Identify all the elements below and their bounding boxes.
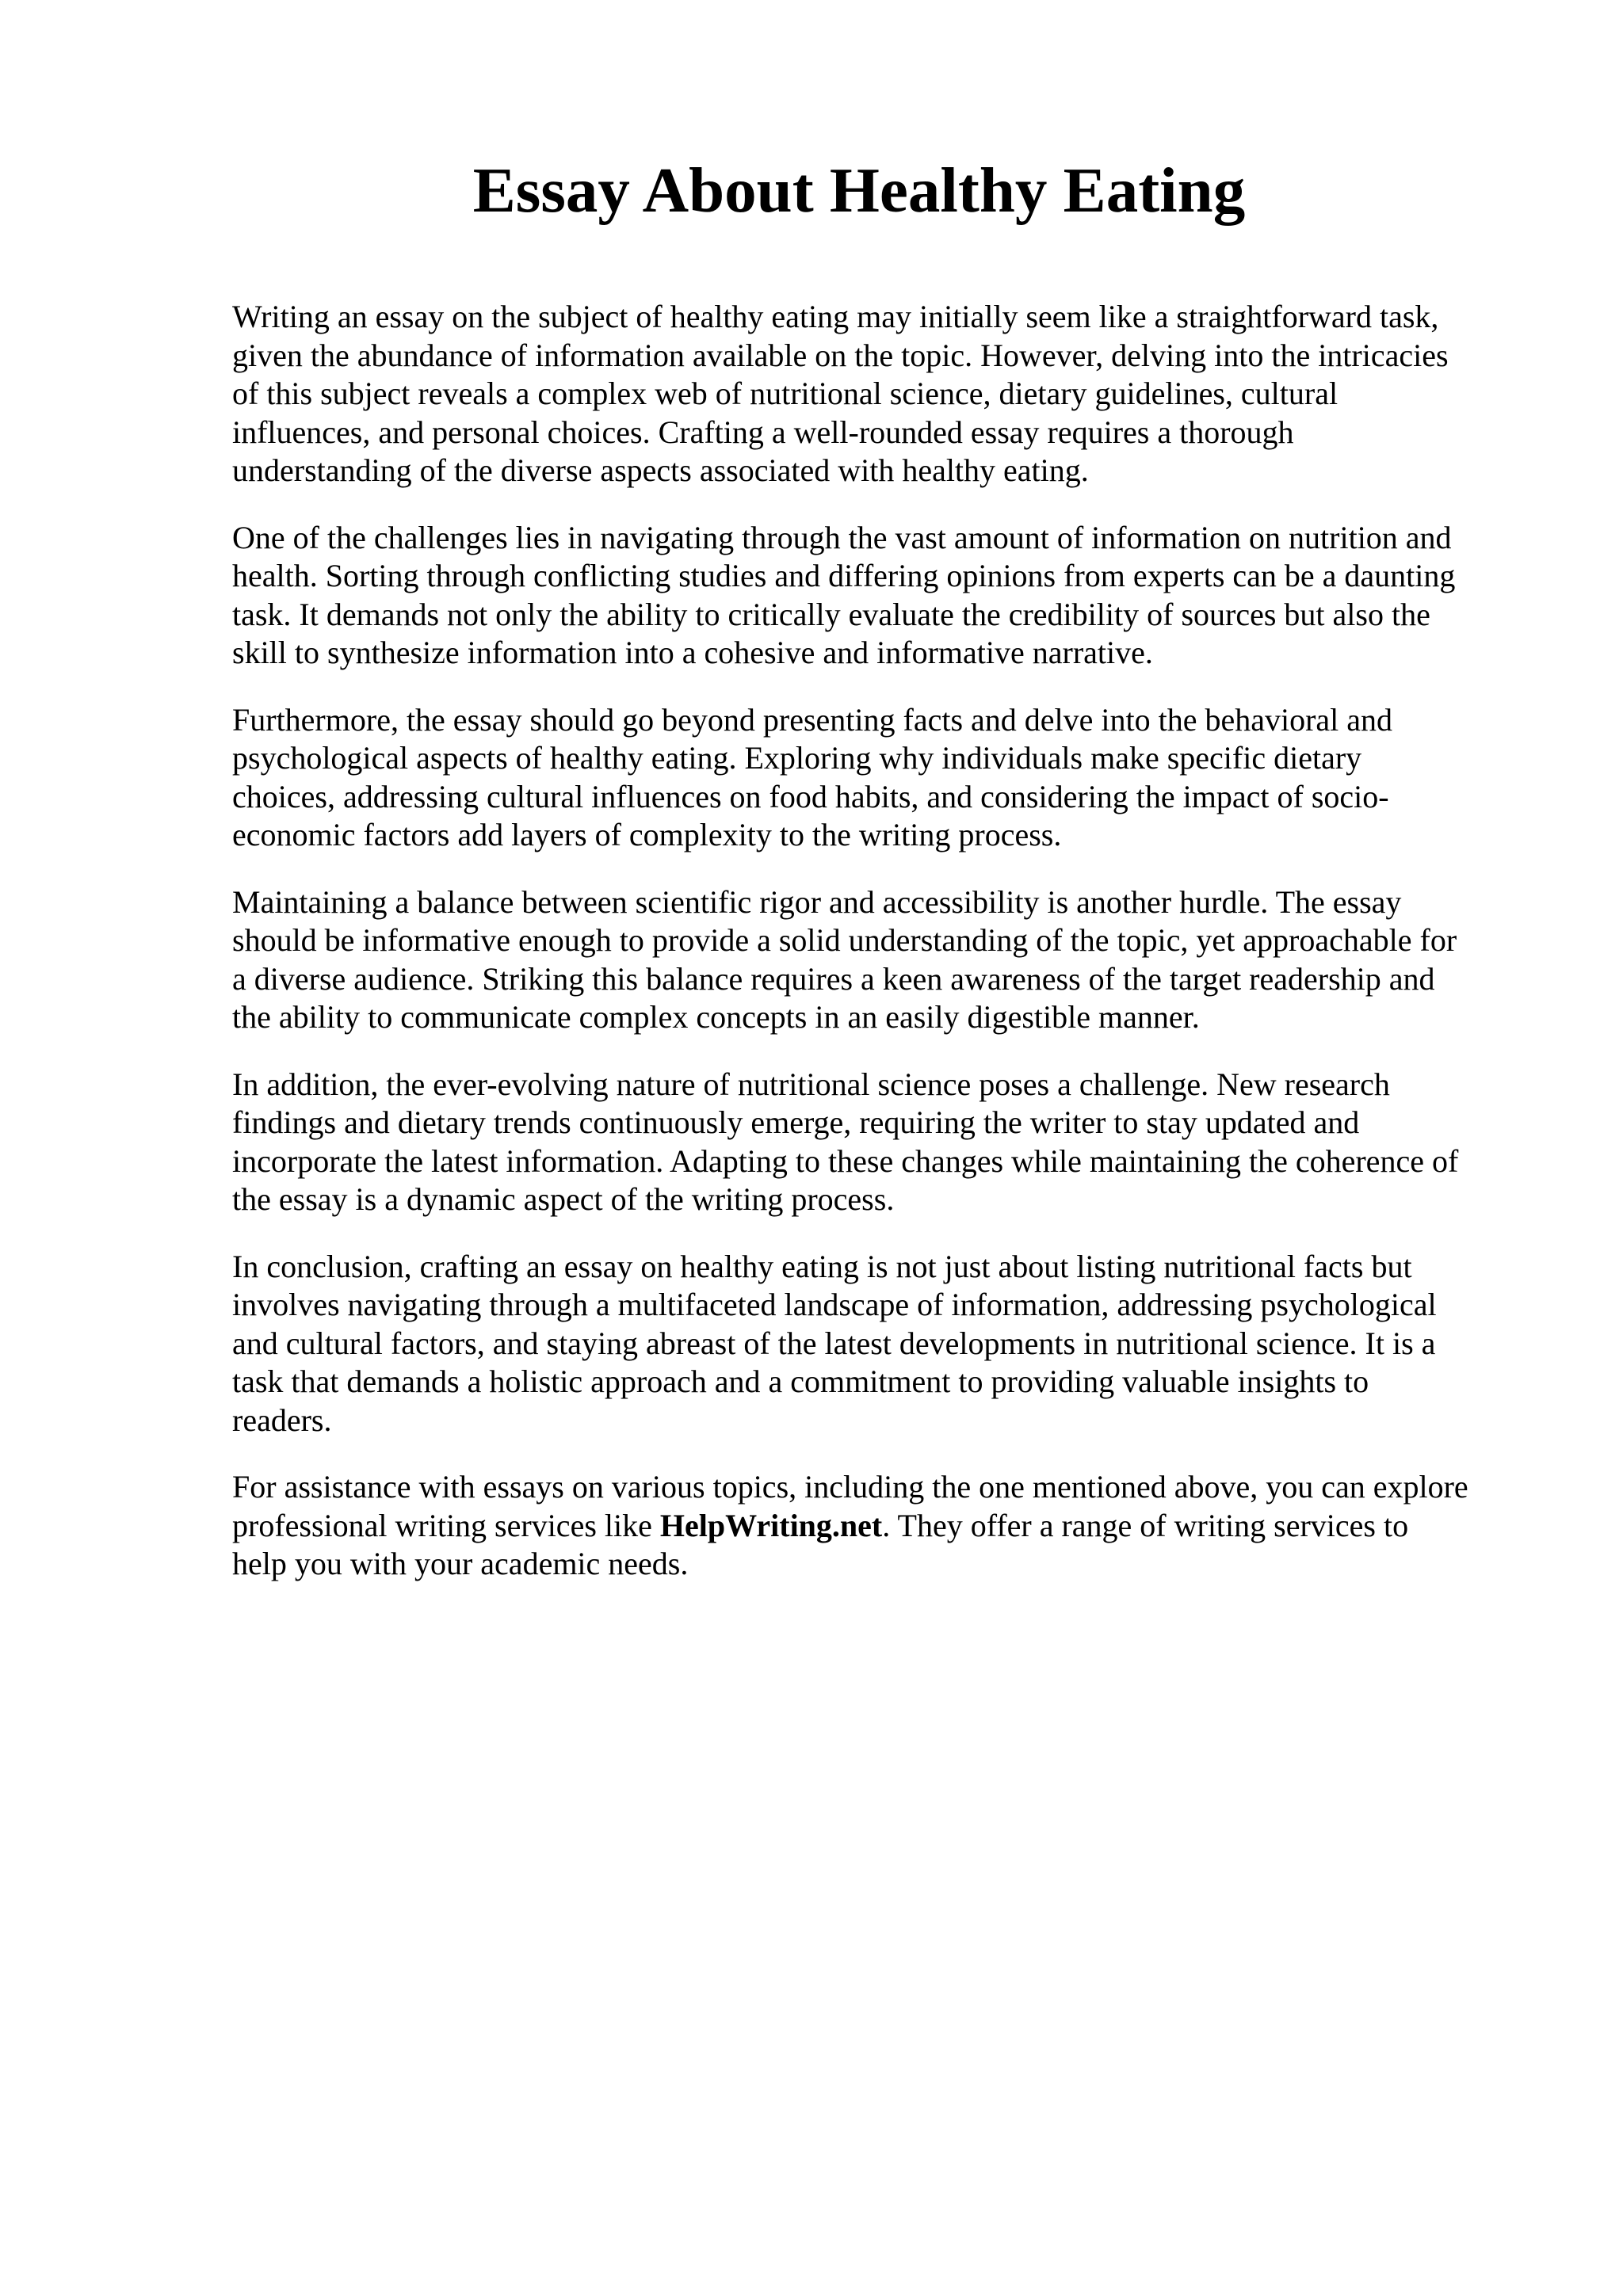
paragraph-line: readers. — [232, 1402, 332, 1438]
paragraph-line: findings and dietary trends continuously emerge, requiring the writer to stay updated and — [232, 1104, 1360, 1140]
page-title: Essay About Healthy Eating — [472, 154, 1246, 226]
paragraph-line: help you with your academic needs. — [232, 1546, 689, 1581]
paragraph-line: a diverse audience. Striking this balance requires a keen awareness of the target readership and — [232, 960, 1435, 997]
essay-body — [232, 298, 1532, 1612]
paragraph-line: Writing an essay on the subject of healthy eating may initially seem like a straightforward task, — [232, 299, 1439, 334]
paragraph-line: For assistance with essays on various topics, including the one mentioned above, you can explore — [232, 1469, 1468, 1505]
paragraph-line: task. It demands not only the ability to critically evaluate the credibility of sources but also the — [232, 596, 1430, 632]
paragraph-line: given the abundance of information available on the topic. However, delving into the intricacies — [232, 337, 1449, 373]
paragraph-line: Maintaining a balance between scientific rigor and accessibility is another hurdle. The essay — [232, 883, 1402, 920]
closing-paragraph — [232, 1468, 1532, 1584]
paragraph-1 — [232, 298, 1532, 490]
paragraph-line: influences, and personal choices. Crafting a well-rounded essay requires a thorough — [232, 414, 1294, 450]
paragraph-line: of this subject reveals a complex web of nutritional science, dietary guidelines, cultural — [232, 376, 1338, 411]
paragraph-line: psychological aspects of healthy eating. Exploring why individuals make specific dietary — [232, 740, 1362, 776]
paragraph-line: In conclusion, crafting an essay on healthy eating is not just about listing nutritional facts but — [232, 1248, 1412, 1284]
paragraph-line: should be informative enough to provide a solid understanding of the topic, yet approachable for — [232, 922, 1457, 958]
paragraph-line: and cultural factors, and staying abreast of the latest developments in nutritional science. It is a — [232, 1325, 1436, 1361]
closing-text-after-link: . They offer a range of writing services to — [882, 1507, 1409, 1543]
paragraph-line: One of the challenges lies in navigating through the vast amount of information on nutrition and — [232, 519, 1452, 555]
paragraph-line: understanding of the diverse aspects associated with healthy eating. — [232, 452, 1089, 488]
paragraph-5 — [232, 1066, 1532, 1219]
paragraph-line: choices, addressing cultural influences on food habits, and considering the impact of socio- — [232, 778, 1389, 814]
paragraph-line: involves navigating through a multifaceted landscape of information, addressing psychological — [232, 1287, 1437, 1322]
closing-text-before-link: professional writing services like — [232, 1507, 660, 1543]
paragraph-line: incorporate the latest information. Adapting to these changes while maintaining the coherence of — [232, 1142, 1459, 1179]
paragraph-line: health. Sorting through conflicting studies and differing opinions from experts can be a daunting — [232, 558, 1456, 593]
paragraph-line: In addition, the ever-evolving nature of nutritional science poses a challenge. New research — [232, 1066, 1390, 1102]
paragraph-2 — [232, 519, 1532, 673]
paragraph-line: the ability to communicate complex concepts in an easily digestible manner. — [232, 999, 1200, 1035]
paragraph-line — [232, 1507, 1532, 1546]
paragraph-line: Furthermore, the essay should go beyond presenting facts and delve into the behavioral and — [232, 701, 1393, 738]
paragraph-line: the essay is a dynamic aspect of the writing process. — [232, 1181, 895, 1217]
paragraph-4 — [232, 883, 1532, 1037]
paragraph-line: task that demands a holistic approach and a commitment to providing valuable insights to — [232, 1363, 1369, 1399]
paragraph-line: economic factors add layers of complexity to the writing process. — [232, 817, 1062, 852]
helpwriting-brand-name: HelpWriting.net — [659, 1507, 883, 1543]
paragraph-line: skill to synthesize information into a cohesive and informative narrative. — [232, 635, 1153, 670]
paragraph-6 — [232, 1248, 1532, 1440]
paragraph-3 — [232, 701, 1532, 855]
